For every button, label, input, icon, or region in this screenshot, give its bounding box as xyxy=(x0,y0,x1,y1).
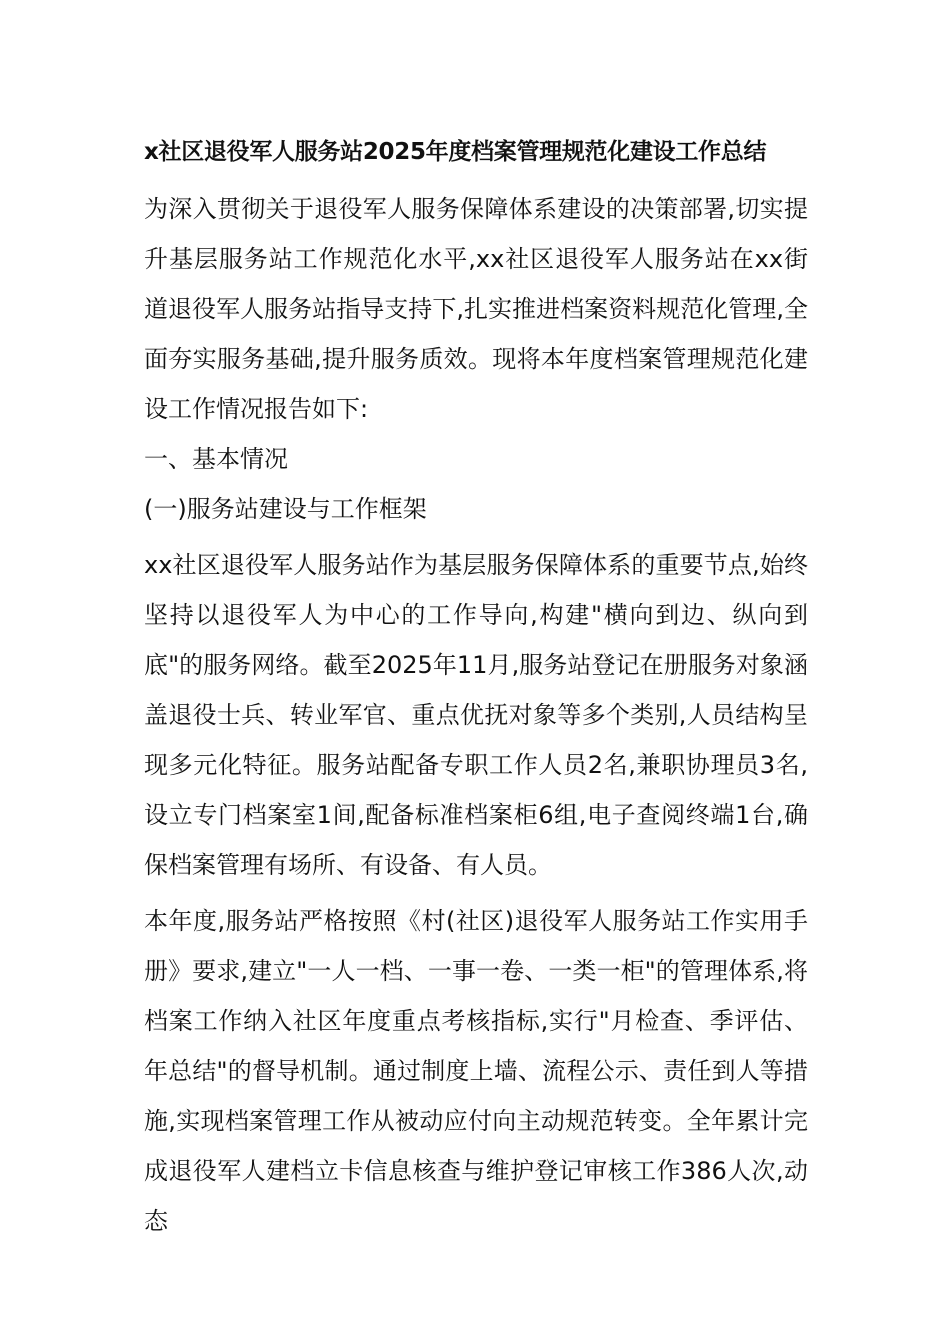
intro-paragraph: 为深入贯彻关于退役军人服务保障体系建设的决策部署,切实提升基层服务站工作规范化水平,xx社区退役军人服务站在xx街道退役军人服务站指导支持下,扎实推进档案资料规范化管理,全面夯实服务基础,提升服务质效。现将本年度档案管理规范化建设工作情况报告如下: xyxy=(144,195,808,423)
body-paragraph-annual-work: 本年度,服务站严格按照《村(社区)退役军人服务站工作实用手册》要求,建立"一人一档、一事一卷、一类一柜"的管理体系,将档案工作纳入社区年度重点考核指标,实行"月检查、季评估、年总结"的督导机制。通过制度上墙、流程公示、责任到人等措施,实现档案管理工作从被动应付向主动规范转变。全年累计完成退役军人建档立卡信息核查与维护登记审核工作386人次,动态 xyxy=(144,907,808,1235)
document-title: x社区退役军人服务站2025年度档案管理规范化建设工作总结 xyxy=(144,139,767,165)
body-paragraph-station-overview: xx社区退役军人服务站作为基层服务保障体系的重要节点,始终坚持以退役军人为中心的工作导向,构建"横向到边、纵向到底"的服务网络。截至2025年11月,服务站登记在册服务对象涵盖退役士兵、转业军官、重点优抚对象等多个类别,人员结构呈现多元化特征。服务站配备专职工作人员2名,兼职协理员3名,设立专门档案室1间,配备标准档案柜6组,电子查阅终端1台,确保档案管理有场所、有设备、有人员。 xyxy=(144,551,808,879)
document-body xyxy=(144,132,808,1246)
section-heading-basic-situation: 一、基本情况 xyxy=(144,445,288,473)
subsection-heading-station-framework: (一)服务站建设与工作框架 xyxy=(144,495,427,523)
